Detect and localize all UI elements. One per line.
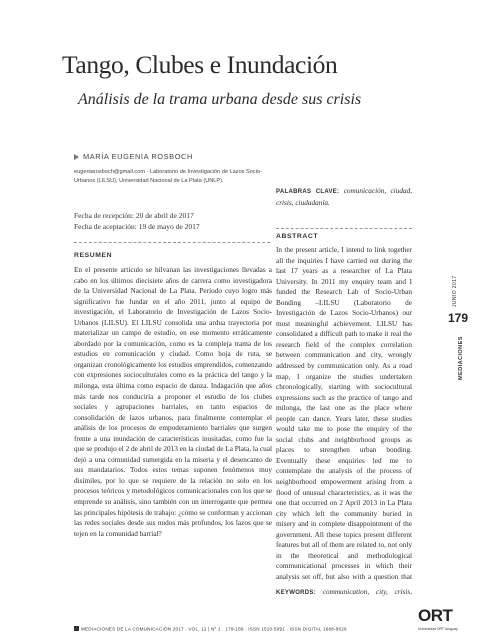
abstract-text (276, 245, 412, 583)
received-date: Fecha de recepción: 20 de abril de 2017 (74, 211, 194, 220)
resumen-continued (276, 147, 412, 181)
page-footer (74, 626, 404, 632)
resumen-paragraph: En el presente artículo se hilvanan las investigaciones llevadas a cabo en los últimos diecisiete años de carrera como investigadora de la Universidad Nacional de La Plata. Período cuyo logro más significativo fue fundar en el año 2011, junto al equipo de investigación, el Laboratorio de Investigación de Lazos Socio-Urbanos (LILSU). El LILSU consolida una ardua trayectoria por materializar un campo de estudio, en ese momento erráticamente abordado por la comunicación, como es la compleja trama de los estudios en comunicación y ciudad. Como hoja de ruta, se organizan cronológicamente los estudios emprendidos, comenzando con expresiones socioculturales como es la práctica del tango y la milonga, esta última como espacio de danza. Indagación que años más tarde nos conduciría a proponer el estudio de los clubes sociales y agrupaciones barriales, en tanto espacios de consolidación de lazos urbanos, para finalmente contemplar el análisis de los procesos de empoderamiento barriales que surgen frente a una inundación de características inusitadas, como fue la que se produjo el 2 de abril de 2013 en la ciudad de La Plata, la cual dejó a una comunidad sumergida en la miseria y el desencanto de sus mandatarios. Todos estos temas suponen fenómenos muy disímiles, por lo que se requiere de la relación no solo en los procesos teóricos y metodológicos comunicacionales con los que se emprende su análisis, sino también con un interrogante que permea las principales hipótesis de trabajo: ¿cómo se conforman y accionan las redes sociales desde sus nudos más profundos, los lazos que se tejen en la comunidad barrial? (74, 266, 272, 538)
divider-right (276, 228, 412, 229)
keywords-es (276, 186, 412, 210)
sidebar-journal-name: MEDIACIONES (458, 336, 464, 380)
abstract-paragraph: In the present article, I intend to link together all the inquiries I have carried out during the last 17 years as a researcher of La Plata University. In 2011 my enquiry team and I funded the Research Lab of Socio-Urban Bonding –LILSU (Laboratorio de Investigación de Lazos Socio-Urbanos) our most meaningful achievement. LILSU has consolidated a difficult path to make it real the research field of the complex correlation between communication and city, wrongly addressed by communication only. As a road map, I organize the studies undertaken chronologically, starting with sociocultural expressions such as the practice of tango and milonga, the last one as the place where people can dance. Years later, these studies would take me to pose the enquiry of the social clubs and neighborhood groups as places to strengthen urban bonding. Eventually these enquiries led me to contemplate the analysis of the process of neighborhood empowerment arising from a flood of unusual characteristics, as it was the one that occurred on 2 April 2013 in La Plata city which left the community buried in misery and in complete disappointment of the government. All these topics present different features but all of them are related to, not only in the theoretical and methodological communicational processes in which their analysis set off, but also with a question that (276, 246, 412, 581)
author-line (74, 152, 274, 161)
footer-text: MEDIACIONES DE LA COMUNICACIÓN 2017 · VOL. 12 | Nº 1 · 179-189 · ISSN 1510-5091 · ISSN DIGITAL 1688-8626 (81, 626, 347, 632)
keywords-es-label: PALABRAS CLAVE: (276, 189, 340, 195)
resumen-heading: RESUMEN (74, 252, 113, 259)
article-title: Tango, Clubes e Inundación (62, 50, 338, 79)
resumen-text (74, 265, 272, 607)
ort-logo-tagline: Universidad ORT Uruguay (418, 627, 458, 631)
article-dates (74, 210, 274, 232)
abstract-heading: ABSTRACT (276, 233, 319, 240)
divider-left (74, 242, 270, 243)
keywords-en (276, 587, 412, 599)
author-affiliation: eugeniarosboch@gmail.com · Laboratorio de Investigación de Lazos Socio-Urbanos (LILSU), Universidad Nacional de La Plata (UNLP). (74, 169, 262, 184)
author-name: MARÍA EUGENIA ROSBOCH (83, 152, 193, 161)
footer-square-icon (74, 626, 79, 631)
ort-logo-wordmark: ORT (418, 606, 453, 625)
page-number: 179 (447, 311, 468, 325)
triangle-bullet-icon (74, 154, 79, 160)
sidebar-issue-date: JUNIO 2017 (452, 275, 458, 307)
keywords-en-label: KEYWORDS: (276, 590, 317, 596)
accepted-date: Fecha de aceptación: 19 de mayo de 2017 (74, 222, 200, 231)
ort-logo (418, 604, 462, 634)
keywords-es-text: comunicación, ciudad, crisis, ciudadanía. (276, 187, 412, 207)
article-subtitle: Análisis de la trama urbana desde sus crisis (78, 91, 362, 108)
keywords-en-text: communication, city, crisis, (322, 588, 412, 596)
